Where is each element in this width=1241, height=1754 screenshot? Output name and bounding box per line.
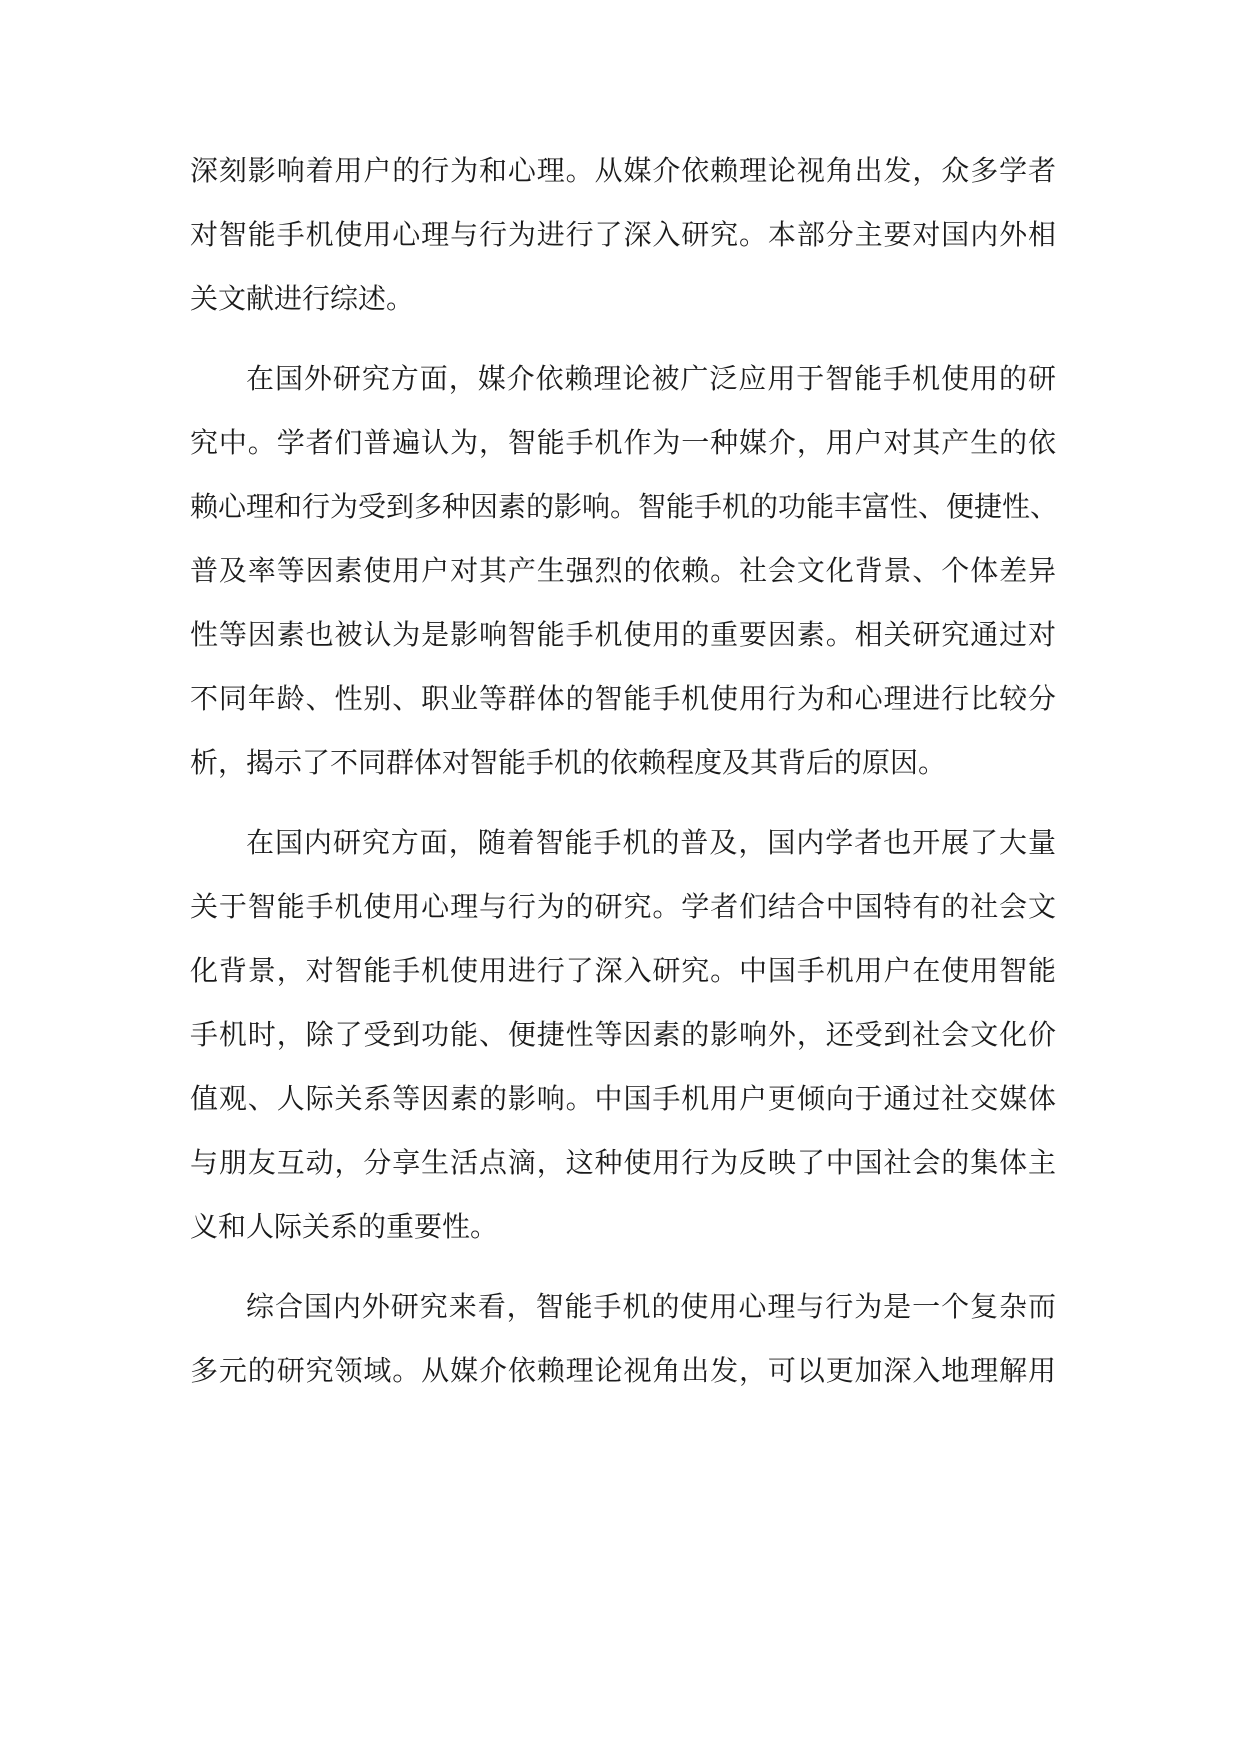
text-line: 性等因素也被认为是影响智能手机使用的重要因素。相关研究通过对 (190, 618, 1056, 651)
paragraph-foreign-research (190, 347, 1059, 795)
text-line: 析，揭示了不同群体对智能手机的依赖程度及其背后的原因。 (190, 746, 947, 779)
text-line: 在国外研究方面，媒介依赖理论被广泛应用于智能手机使用的研 (246, 362, 1056, 395)
text-line: 普及率等因素使用户对其产生强烈的依赖。社会文化背景、个体差异 (190, 554, 1056, 587)
text-line: 深刻影响着用户的行为和心理。从媒介依赖理论视角出发，众多学者 (190, 154, 1056, 187)
text-line: 关于智能手机使用心理与行为的研究。学者们结合中国特有的社会文 (190, 890, 1056, 923)
text-line: 综合国内外研究来看，智能手机的使用心理与行为是一个复杂而 (246, 1290, 1056, 1323)
paragraph-domestic-research (190, 811, 1056, 1259)
text-line: 不同年龄、性别、职业等群体的智能手机使用行为和心理进行比较分 (190, 682, 1056, 715)
paragraph-summary (190, 1275, 1056, 1403)
text-line: 对智能手机使用心理与行为进行了深入研究。本部分主要对国内外相 (190, 218, 1056, 251)
paragraph-gap (190, 331, 1056, 347)
text-line: 究中。学者们普遍认为，智能手机作为一种媒介，用户对其产生的依 (190, 426, 1056, 459)
paragraph-continuation (190, 139, 1056, 331)
text-line: 值观、人际关系等因素的影响。中国手机用户更倾向于通过社交媒体 (190, 1082, 1056, 1115)
text-line: 化背景，对智能手机使用进行了深入研究。中国手机用户在使用智能 (190, 954, 1056, 987)
paragraph-gap (190, 1259, 1056, 1275)
text-line: 与朋友互动，分享生活点滴，这种使用行为反映了中国社会的集体主 (190, 1146, 1056, 1179)
paragraph-gap (190, 795, 1056, 811)
text-line: 关文献进行综述。 (190, 282, 415, 315)
document-body (190, 139, 1059, 1403)
text-line: 手机时，除了受到功能、便捷性等因素的影响外，还受到社会文化价 (190, 1018, 1056, 1051)
text-line: 多元的研究领域。从媒介依赖理论视角出发，可以更加深入地理解用 (190, 1354, 1056, 1387)
text-line: 义和人际关系的重要性。 (190, 1210, 499, 1243)
text-line: 在国内研究方面，随着智能手机的普及，国内学者也开展了大量 (246, 826, 1056, 859)
text-line: 赖心理和行为受到多种因素的影响。智能手机的功能丰富性、便捷性、 (190, 490, 1059, 523)
